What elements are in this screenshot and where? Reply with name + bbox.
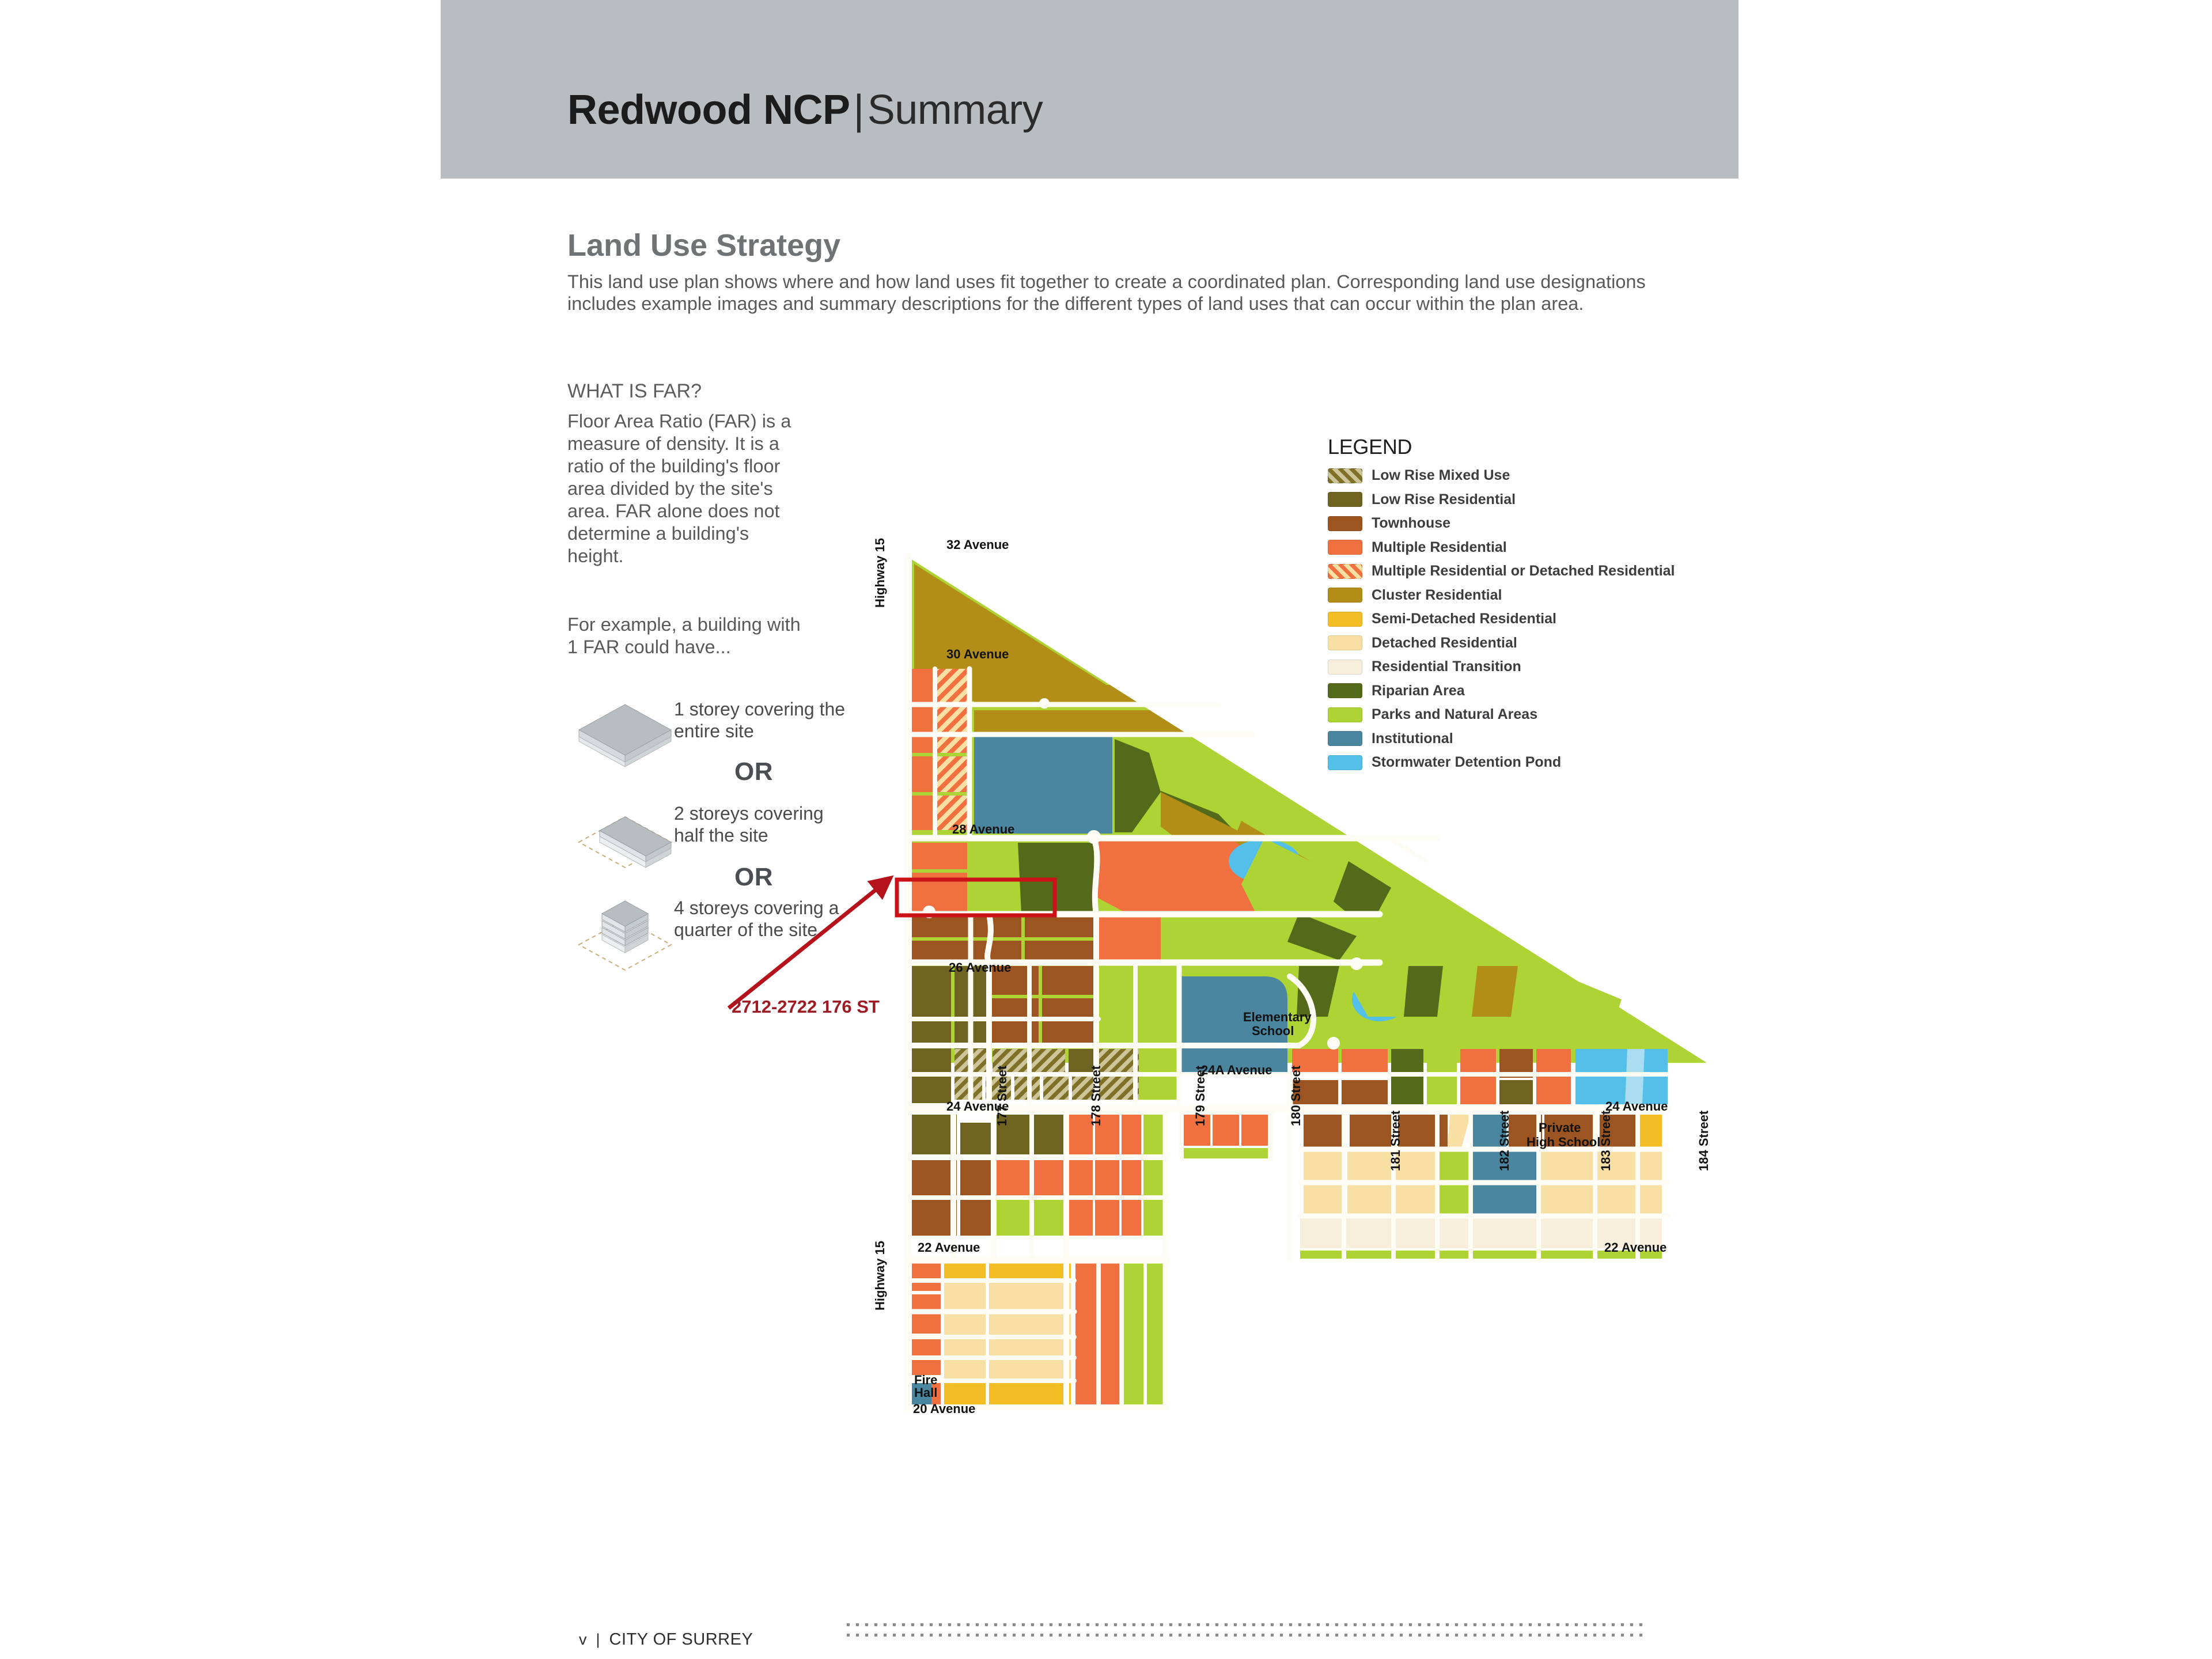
- legend-item-label: Stormwater Detention Pond: [1372, 754, 1562, 771]
- legend-swatch: [1328, 755, 1362, 770]
- legend-swatch: [1328, 731, 1362, 746]
- map-street-label: Elementary: [1243, 1010, 1312, 1024]
- footer-separator: |: [596, 1631, 600, 1648]
- legend-item-label: Multiple Residential: [1372, 539, 1507, 555]
- footer-page-number: v: [579, 1631, 587, 1648]
- map-street-label: 177 Street: [995, 1065, 1009, 1126]
- legend-swatch: [1328, 660, 1362, 675]
- map-street-label: Private: [1539, 1120, 1581, 1135]
- legend-item-label: Townhouse: [1372, 515, 1451, 532]
- map-street-label: 24A Avenue: [1201, 1063, 1272, 1077]
- footer-dotted-rule: [847, 1623, 1647, 1646]
- header-title-strong: Redwood NCP: [567, 87, 850, 133]
- legend-item-label: Residential Transition: [1372, 658, 1521, 675]
- map-street-label: 24 Avenue: [946, 1099, 1009, 1113]
- map-street-label: 184 Street: [1696, 1110, 1711, 1171]
- footer-city-label: CITY OF SURREY: [609, 1630, 753, 1649]
- map-legend: [1328, 435, 1696, 775]
- far-option-1-label: 1 storey covering the entire site: [674, 699, 846, 741]
- far-or-label-2: OR: [734, 863, 773, 891]
- legend-item-label: Low Rise Residential: [1372, 491, 1516, 507]
- legend-swatch: [1328, 564, 1362, 579]
- legend-item[interactable]: [1328, 751, 1696, 775]
- legend-swatch: [1328, 707, 1362, 722]
- legend-swatch: [1328, 612, 1362, 627]
- legend-item[interactable]: [1328, 464, 1696, 488]
- map-street-label: 181 Street: [1388, 1110, 1403, 1171]
- far-option-3-label: 4 storeys covering a quarter of the site: [674, 897, 839, 940]
- map-street-label: 32 Avenue: [946, 537, 1009, 552]
- legend-item-label: Detached Residential: [1372, 634, 1517, 651]
- legend-item-label: Institutional: [1372, 730, 1453, 747]
- header-title-separator: |: [853, 87, 864, 133]
- far-heading: WHAT IS FAR?: [567, 380, 702, 402]
- map-street-label: 26 Avenue: [949, 960, 1012, 975]
- map-street-label: Fire: [914, 1373, 938, 1387]
- legend-item[interactable]: [1328, 727, 1696, 751]
- legend-item[interactable]: [1328, 631, 1696, 656]
- legend-swatch: [1328, 683, 1362, 698]
- legend-item[interactable]: [1328, 655, 1696, 679]
- legend-item[interactable]: [1328, 703, 1696, 727]
- section-heading: Land Use Strategy: [567, 228, 841, 263]
- map-street-label: 30 Avenue: [946, 647, 1009, 661]
- legend-swatch: [1328, 492, 1362, 507]
- far-example-text: For example, a building with 1 FAR could have...: [567, 614, 801, 657]
- legend-item[interactable]: [1328, 536, 1696, 560]
- legend-item-label: Multiple Residential or Detached Residential: [1372, 563, 1675, 579]
- map-street-label: 182 Street: [1497, 1110, 1512, 1171]
- map-street-label: Hall: [914, 1385, 938, 1400]
- legend-item[interactable]: [1328, 559, 1696, 584]
- legend-swatch: [1328, 516, 1362, 531]
- legend-swatch: [1328, 588, 1362, 603]
- map-street-label: 183 Street: [1599, 1110, 1613, 1171]
- far-body-text: Floor Area Ratio (FAR) is a measure of density. It is a ratio of the building's floor area divided by the site's area. FAR alone does not determine a building's height.: [567, 411, 791, 566]
- map-street-label: 24 Avenue: [1605, 1099, 1668, 1113]
- map-street-label: 20 Avenue: [913, 1402, 976, 1416]
- legend-swatch: [1328, 540, 1362, 555]
- legend-item[interactable]: [1328, 679, 1696, 703]
- map-street-label: 22 Avenue: [1604, 1240, 1667, 1255]
- legend-item[interactable]: [1328, 607, 1696, 631]
- map-street-label: Highway 15: [873, 1240, 887, 1310]
- far-slab-2-storey-icon: [567, 789, 683, 876]
- legend-swatch: [1328, 635, 1362, 650]
- legend-rows: [1328, 464, 1696, 775]
- header-title-light: Summary: [867, 87, 1043, 133]
- legend-item-label: Riparian Area: [1372, 682, 1465, 699]
- legend-title: LEGEND: [1328, 435, 1412, 459]
- map-street-label: 180 Street: [1289, 1065, 1303, 1126]
- legend-item[interactable]: [1328, 488, 1696, 512]
- map-street-label: High School: [1527, 1135, 1601, 1149]
- legend-item-label: Parks and Natural Areas: [1372, 706, 1538, 723]
- far-option-2-label: 2 storeys covering half the site: [674, 803, 824, 846]
- map-street-label: Highway 15: [873, 537, 887, 608]
- legend-item[interactable]: [1328, 584, 1696, 608]
- far-slab-4-storey-icon: [567, 887, 683, 974]
- far-slab-1-storey-icon: [567, 688, 683, 775]
- page-title: [567, 89, 1043, 131]
- annotation-address-label: 2712-2722 176 ST: [732, 997, 880, 1017]
- map-street-label: 178 Street: [1089, 1065, 1103, 1126]
- legend-item[interactable]: [1328, 512, 1696, 536]
- map-street-label: 179 Street: [1193, 1065, 1207, 1126]
- map-street-label: 28 Avenue: [952, 822, 1015, 836]
- map-street-label: School: [1252, 1024, 1294, 1038]
- legend-item-label: Cluster Residential: [1372, 586, 1502, 603]
- section-intro-text: This land use plan shows where and how land uses fit together to create a coordinated plan. Corresponding land use designations includes example images and summary descriptions for the different types of land uses that can occur within the plan area.: [567, 271, 1646, 315]
- page-footer: [579, 1630, 753, 1649]
- legend-item-label: Low Rise Mixed Use: [1372, 467, 1510, 484]
- far-or-label-1: OR: [734, 757, 773, 786]
- legend-swatch: [1328, 468, 1362, 483]
- map-street-label: 22 Avenue: [918, 1240, 980, 1255]
- legend-item-label: Semi-Detached Residential: [1372, 611, 1556, 627]
